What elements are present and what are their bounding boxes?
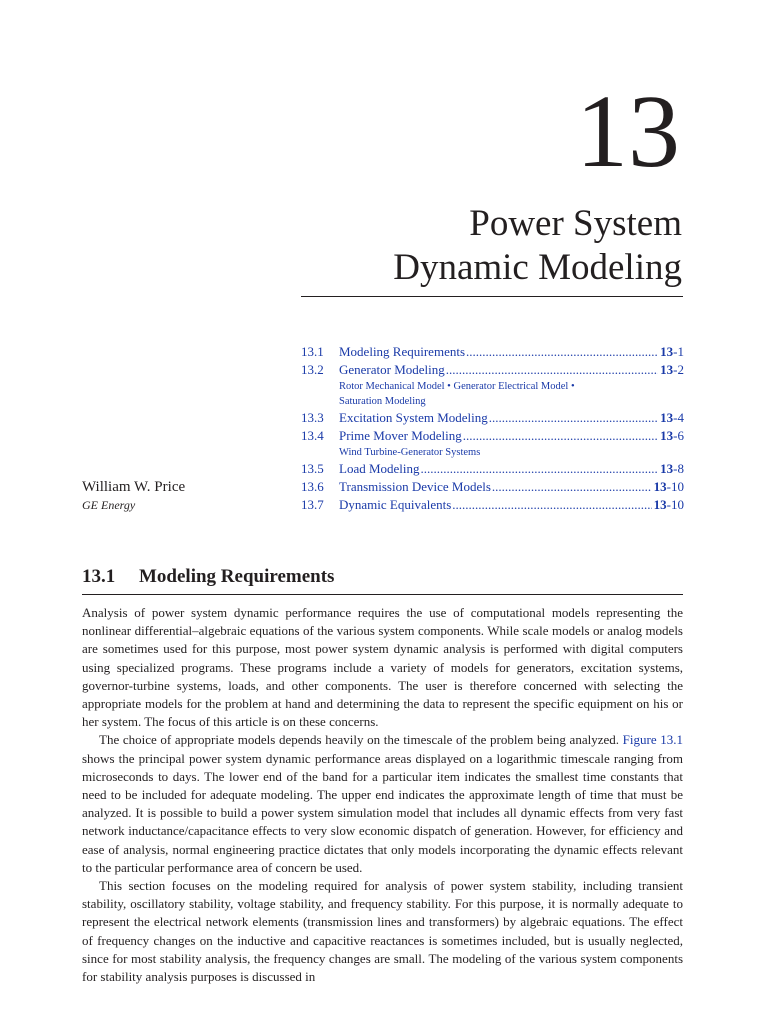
toc-number: 13.7 [301,497,324,512]
toc-page[interactable]: 13-1 [660,344,684,359]
toc-leader [446,361,658,379]
chapter-title [393,202,682,290]
author-affiliation: GE Energy [82,498,136,512]
toc-number: 13.1 [301,344,324,359]
toc-title[interactable]: Prime Mover Modeling [339,428,462,443]
paragraph-3: This section focuses on the modeling required for analysis of power system stability, including transient stability, oscillatory stability, voltage stability, and frequency stability. For this purpose, it is normally adequate to represent the electrical network elements (transmission lines and transformers) by algebraic equations. The effect of frequency changes on the inductive and capacitive reactances is sometimes included, but is usually neglected, since for most stability analysis, the frequency changes are small. The modeling of the various system components for stability analysis purposes is discussed in [82,878,683,985]
title-divider [301,296,683,297]
author-block [82,478,185,513]
toc-leader [466,343,658,361]
toc-leader [452,496,651,514]
author-name: William W. Price [82,479,186,495]
toc-page[interactable]: 13-8 [660,461,684,476]
chapter-title-line-1: Power System [469,203,682,244]
toc-title[interactable]: Load Modeling [339,461,420,476]
toc-number: 13.2 [301,362,324,377]
toc-page[interactable]: 13-10 [653,479,684,494]
section-number: 13.1 [82,566,116,587]
toc-title[interactable]: Dynamic Equivalents [339,497,452,512]
section-body [82,604,683,986]
paragraph-1: Analysis of power system dynamic performance requires the use of computational models representing the nonlinear differential–algebraic equations of the various system components. While scale models or analog models are sometimes used for this purpose, most power system dynamic analysis is performed with digital computers using specialized programs. These programs include a variety of models for generators, excitation systems, governor-turbine systems, loads, and other components. The user is therefore concerned with selecting the appropriate models for the problem at hand and determining the data to represent the specific equipment on his or her system. The focus of this article is on these concerns. [82,605,683,730]
toc-title[interactable]: Excitation System Modeling [339,410,488,425]
toc-title[interactable]: Generator Modeling [339,362,445,377]
toc-subentries: Rotor Mechanical Model • Generator Electrical Model • [339,381,575,392]
chapter-number: 13 [576,74,680,189]
toc-leader [421,460,659,478]
toc-number: 13.3 [301,410,324,425]
toc-entry-13-7[interactable] [301,496,684,514]
paragraph-2: The choice of appropriate models depends heavily on the timescale of the problem being analyzed. Figure 13.1 shows the principal power system dynamic performance areas displayed on a logarithmic timescale ranging from microseconds to days. The lower end of the band for a particular item indicates the smallest time constants that need to be included for adequate modeling. The upper end indicates the approximate length of time that must be analyzed. It is possible to build a power system simulation model that includes all dynamic effects from very fast network inductance/capacitance effects to very slow economic dispatch of generation. However, for efficiency and ease of analysis, normal engineering practice dictates that only models incorporating the dynamic effects relevant to the particular performance area of concern be used. [82,732,683,875]
toc-leader [489,409,658,427]
toc-page[interactable]: 13-4 [660,410,684,425]
toc-page[interactable]: 13-6 [660,428,684,443]
figure-reference-link[interactable]: Figure 13.1 [622,732,683,748]
toc-number: 13.5 [301,461,324,476]
section-title: Modeling Requirements [139,566,335,587]
toc-title[interactable]: Modeling Requirements [339,344,466,359]
table-of-contents [301,343,684,514]
toc-number: 13.4 [301,428,324,443]
toc-page[interactable]: 13-2 [660,362,684,377]
toc-page[interactable]: 13-10 [653,497,684,512]
toc-entry-13-1[interactable] [301,343,684,361]
toc-number: 13.6 [301,479,324,494]
section-heading [82,565,334,589]
toc-subentries: Wind Turbine-Generator Systems [339,447,481,458]
toc-entry-13-5[interactable] [301,460,684,478]
toc-title[interactable]: Transmission Device Models [339,479,491,494]
toc-entry-13-3[interactable] [301,409,684,427]
toc-entry-13-4[interactable] [301,427,684,445]
toc-entry-13-6[interactable] [301,478,684,496]
toc-leader [463,427,658,445]
toc-entry-13-2[interactable] [301,361,684,379]
toc-leader [492,478,652,496]
toc-subentries: Saturation Modeling [339,396,426,407]
chapter-title-line-2: Dynamic Modeling [393,247,682,288]
section-divider [82,594,683,595]
